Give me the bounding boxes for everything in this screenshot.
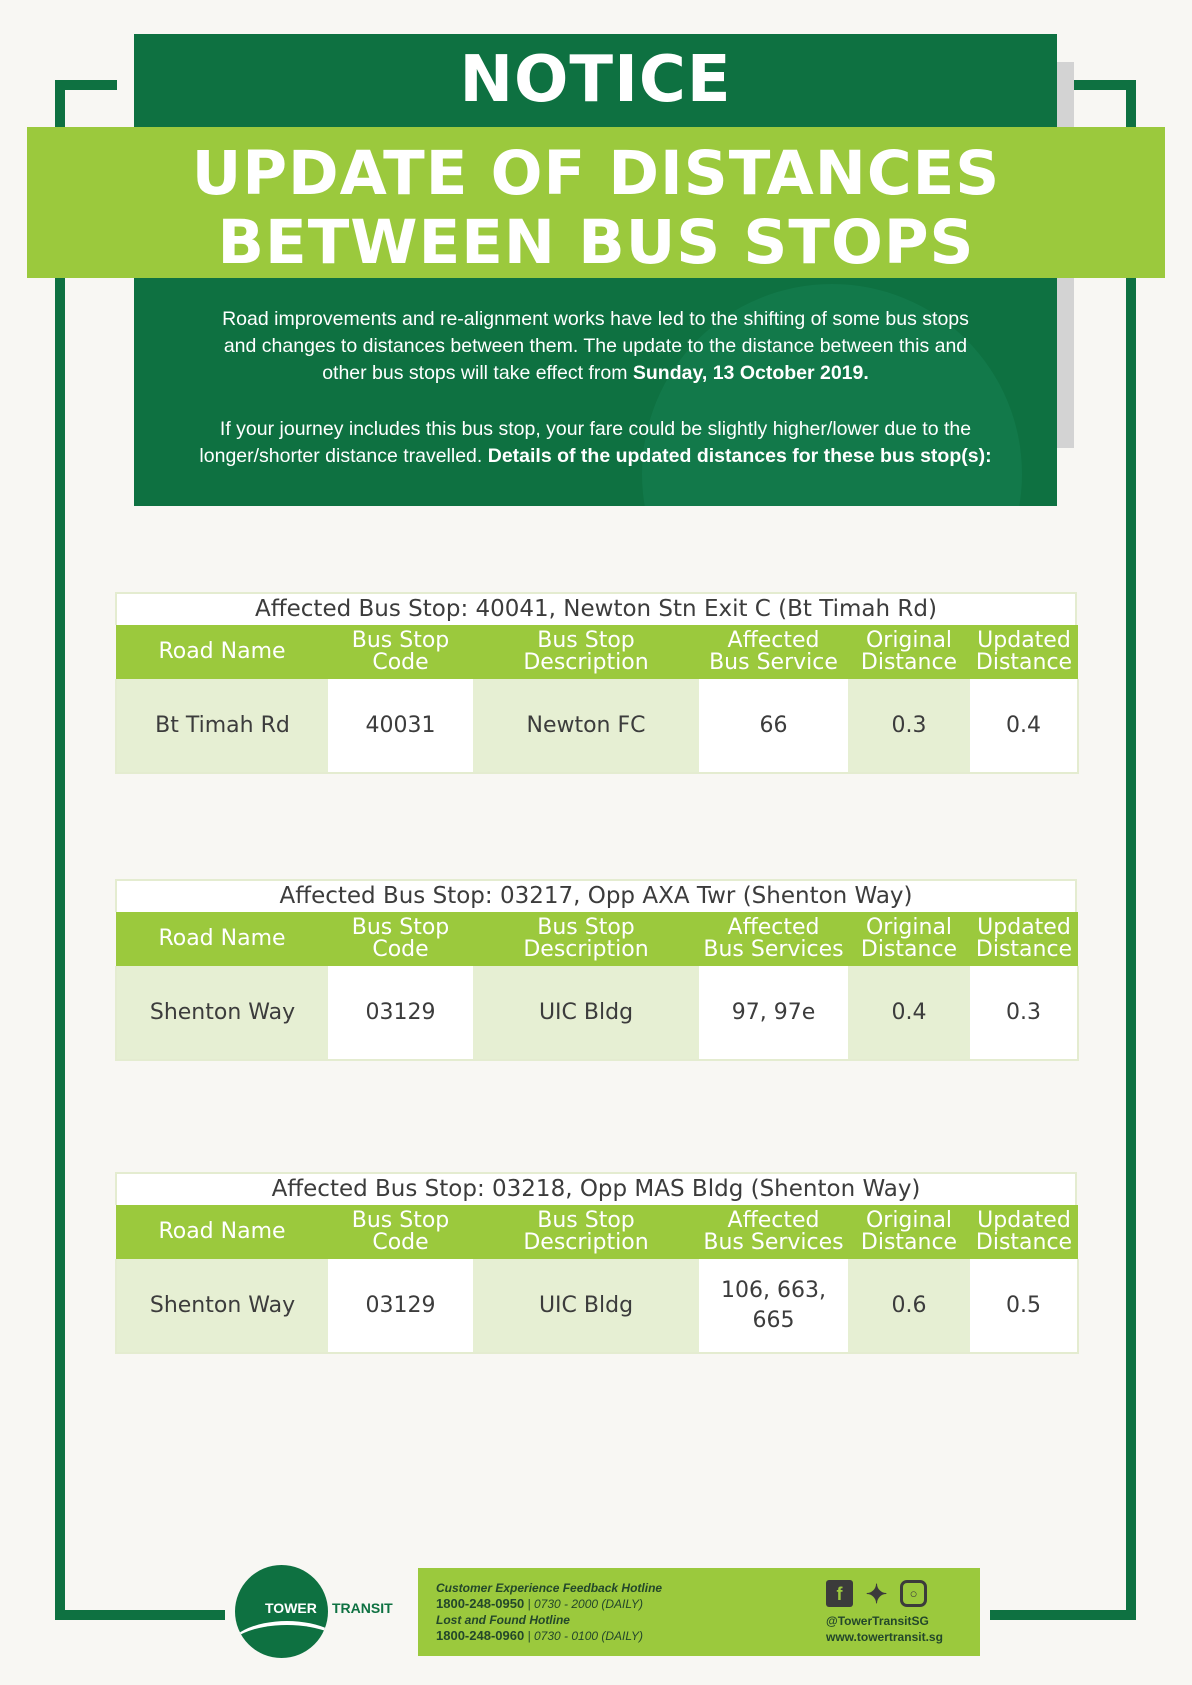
logo-word-transit: TRANSIT bbox=[332, 1600, 393, 1616]
effective-date: Sunday, 13 October 2019. bbox=[632, 362, 869, 384]
header-stop-description bbox=[473, 625, 699, 679]
header-text: Distance bbox=[975, 1230, 1073, 1255]
intro-line: Road improvements and re-alignment works have led to the shifting of some bus stops bbox=[222, 308, 969, 330]
table-row bbox=[116, 1259, 1078, 1353]
header-text: Code bbox=[372, 937, 429, 962]
social-info bbox=[826, 1580, 943, 1645]
header-text: Distance bbox=[860, 650, 958, 675]
instagram-icon[interactable]: ○ bbox=[900, 1580, 927, 1607]
header-updated-distance bbox=[970, 1205, 1078, 1259]
cell-updated-distance: 0.4 bbox=[970, 679, 1078, 773]
services-text: 97, 97e bbox=[731, 999, 816, 1025]
header-stop-description bbox=[473, 912, 699, 966]
header-text: Description bbox=[523, 937, 649, 962]
header-text: Bus Stop bbox=[537, 628, 635, 653]
table-row bbox=[116, 679, 1078, 773]
header-text: Description bbox=[523, 650, 649, 675]
frame-line bbox=[990, 1610, 1136, 1620]
details-lead: Details of the updated distances for these bus stop(s): bbox=[487, 445, 992, 467]
frame-line bbox=[55, 1610, 225, 1620]
header-stop-description bbox=[473, 1205, 699, 1259]
cell-original-distance: 0.4 bbox=[848, 966, 970, 1060]
header-text: Original bbox=[865, 628, 953, 653]
cell-road-name: Shenton Way bbox=[116, 966, 328, 1060]
header-text: Distance bbox=[860, 1230, 958, 1255]
page-title-line2: BETWEEN BUS STOPS bbox=[217, 207, 975, 278]
affected-stop-table bbox=[115, 1172, 1077, 1354]
header-road-name: Road Name bbox=[116, 625, 328, 679]
header-text: Bus Stop bbox=[351, 628, 450, 653]
table-caption: Affected Bus Stop: 40041, Newton Stn Exit C (Bt Timah Rd) bbox=[115, 592, 1077, 625]
intro-line: and changes to distances between them. The update to the distance between this and bbox=[223, 335, 968, 357]
logo-word-tower: TOWER bbox=[265, 1600, 317, 1616]
hotline2-hours: | 0730 - 0100 (DAILY) bbox=[524, 1629, 643, 1643]
services-text: 66 bbox=[759, 712, 788, 738]
website-link[interactable]: www.towertransit.sg bbox=[826, 1630, 943, 1644]
header-text: Affected bbox=[727, 1208, 820, 1233]
header-affected-services bbox=[699, 1205, 848, 1259]
intro-text: other bus stops will take effect from bbox=[322, 362, 633, 384]
header-text: Bus Stop bbox=[537, 1208, 635, 1233]
table-header-row bbox=[116, 1205, 1078, 1259]
cell-original-distance: 0.6 bbox=[848, 1259, 970, 1353]
header-text: Code bbox=[372, 1230, 429, 1255]
header-text: Updated bbox=[977, 628, 1071, 653]
logo-swoosh bbox=[235, 1621, 328, 1658]
intro-line: If your journey includes this bus stop, your fare could be slightly higher/lower due to the bbox=[219, 418, 972, 440]
header-text: Code bbox=[372, 650, 429, 675]
services-text: 106, 663, bbox=[721, 1277, 826, 1303]
hotline2-line bbox=[436, 1628, 662, 1644]
header-text: Updated bbox=[977, 1208, 1071, 1233]
cell-road-name: Shenton Way bbox=[116, 1259, 328, 1353]
header-road-name: Road Name bbox=[116, 1205, 328, 1259]
cell-stop-description: Newton FC bbox=[473, 679, 699, 773]
notice-heading: NOTICE bbox=[459, 43, 732, 117]
cell-stop-code: 03129 bbox=[328, 1259, 473, 1353]
social-handle[interactable]: @TowerTransitSG bbox=[826, 1614, 929, 1628]
intro-line bbox=[134, 443, 1057, 471]
cell-affected-services bbox=[699, 966, 848, 1060]
header-text: Bus Stop bbox=[537, 915, 635, 940]
affected-stop-table bbox=[115, 879, 1077, 1061]
frame-line bbox=[55, 80, 65, 1620]
cell-affected-services bbox=[699, 1259, 848, 1353]
header-road-name: Road Name bbox=[116, 912, 328, 966]
header-updated-distance bbox=[970, 912, 1078, 966]
hotline2-label: Lost and Found Hotline bbox=[436, 1613, 570, 1627]
header-text: Original bbox=[865, 915, 953, 940]
header-text: Bus Services bbox=[703, 937, 844, 962]
page-title-line1: UPDATE OF DISTANCES bbox=[191, 138, 1001, 209]
header-text: Bus Service bbox=[709, 650, 838, 675]
cell-stop-code: 03129 bbox=[328, 966, 473, 1060]
cell-original-distance: 0.3 bbox=[848, 679, 970, 773]
distance-table bbox=[115, 625, 1079, 774]
title-band bbox=[27, 127, 1165, 278]
hotline2-number[interactable]: 1800-248-0960 bbox=[436, 1628, 525, 1643]
intro-text: longer/shorter distance travelled. bbox=[199, 445, 488, 467]
cell-road-name: Bt Timah Rd bbox=[116, 679, 328, 773]
header-text: Affected bbox=[727, 915, 820, 940]
table-header-row bbox=[116, 912, 1078, 966]
header-stop-code bbox=[328, 912, 473, 966]
header-text: Bus Services bbox=[703, 1230, 844, 1255]
table-header-row bbox=[116, 625, 1078, 679]
cell-stop-code: 40031 bbox=[328, 679, 473, 773]
header-original-distance bbox=[848, 912, 970, 966]
table-caption: Affected Bus Stop: 03217, Opp AXA Twr (Shenton Way) bbox=[115, 879, 1077, 912]
header-stop-code bbox=[328, 1205, 473, 1259]
header-original-distance bbox=[848, 625, 970, 679]
header-stop-code bbox=[328, 625, 473, 679]
header-text: Original bbox=[865, 1208, 953, 1233]
header-text: Description bbox=[523, 1230, 649, 1255]
header-text: Affected bbox=[727, 628, 820, 653]
header-original-distance bbox=[848, 1205, 970, 1259]
header-text: Updated bbox=[977, 915, 1071, 940]
header-text: Bus Stop bbox=[351, 1208, 450, 1233]
header-affected-services bbox=[699, 912, 848, 966]
hotline1-number[interactable]: 1800-248-0950 bbox=[436, 1596, 525, 1611]
distance-table bbox=[115, 912, 1079, 1061]
footer-contact-bar bbox=[418, 1568, 980, 1656]
affected-stop-table bbox=[115, 592, 1077, 774]
header-text: Distance bbox=[975, 937, 1073, 962]
header-affected-services bbox=[699, 625, 848, 679]
social-icons bbox=[826, 1580, 943, 1607]
distance-table bbox=[115, 1205, 1079, 1354]
cell-updated-distance: 0.5 bbox=[970, 1259, 1078, 1353]
hotline1-line bbox=[436, 1596, 662, 1612]
services-text: 665 bbox=[752, 1307, 795, 1333]
header-updated-distance bbox=[970, 625, 1078, 679]
table-row bbox=[116, 966, 1078, 1060]
hotline-info bbox=[436, 1580, 662, 1644]
twitter-icon[interactable]: ✦ bbox=[865, 1578, 888, 1609]
table-caption: Affected Bus Stop: 03218, Opp MAS Bldg (Shenton Way) bbox=[115, 1172, 1077, 1205]
cell-updated-distance: 0.3 bbox=[970, 966, 1078, 1060]
cell-stop-description: UIC Bldg bbox=[473, 1259, 699, 1353]
header-text: Distance bbox=[975, 650, 1073, 675]
facebook-icon[interactable]: f bbox=[826, 1580, 853, 1607]
hotline1-hours: | 0730 - 2000 (DAILY) bbox=[524, 1597, 643, 1611]
intro-line bbox=[134, 360, 1057, 388]
cell-affected-services bbox=[699, 679, 848, 773]
header-text: Distance bbox=[860, 937, 958, 962]
header-text: Bus Stop bbox=[351, 915, 450, 940]
hotline1-label: Customer Experience Feedback Hotline bbox=[436, 1581, 663, 1595]
frame-line bbox=[1126, 80, 1136, 1620]
cell-stop-description: UIC Bldg bbox=[473, 966, 699, 1060]
